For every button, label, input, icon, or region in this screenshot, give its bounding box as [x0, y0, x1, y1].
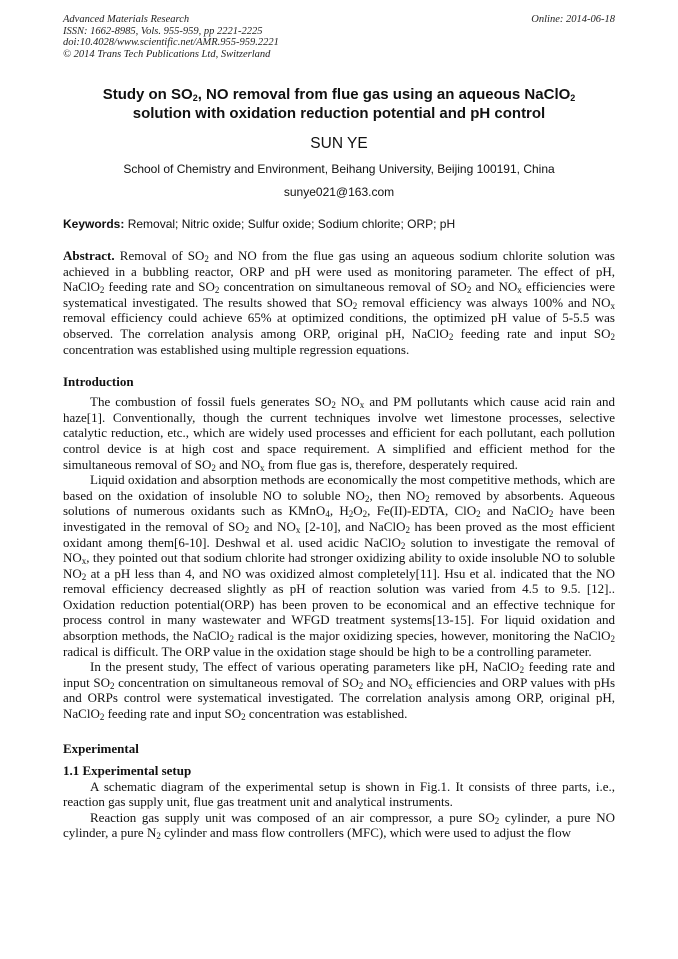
issn-line: ISSN: 1662-8985, Vols. 955-959, pp 2221-2225 — [63, 25, 263, 37]
author-name: SUN YE — [310, 135, 368, 152]
exp-paragraph-1: A schematic diagram of the experimental setup is shown in Fig.1. It consists of three parts, i.e., reaction gas supply unit, flue gas treatment unit and analytical instruments. — [63, 778, 615, 810]
paper-title: Study on $SO_2$, NO removal from flue gas using an aqueous NaClO$_2$ solution with oxidation reduction potential and pH control — [102, 86, 576, 122]
abstract — [63, 248, 615, 357]
paper-page — [63, 14, 615, 841]
journal-header — [63, 14, 615, 60]
keywords-label: Keywords: — [63, 217, 125, 231]
intro-paragraph-2: Liquid oxidation and absorption methods are economically the most competitive methods, which are based on the oxidation of insoluble NO to soluble $NO_2$, then $NO_2$ removed by absorbents. Aqueous solutions of numerous oxidants such as KMnO$_4$, $H_2O_2$, Fe(II)-EDTA, ClO$_2$ and NaClO$_2$ have been investigated in the removal of $SO_2$ and $NO_x$ [2-10], and NaClO$_2$ has been proved as the most efficient oxidant among them[6-10]. Deshwal et al. used acidic NaClO$_2$ solution to investigate the removal of $NO_x$, they pointed out that sodium chlorite had stronger oxidizing ability to oxide insoluble NO to soluble $NO_2$ at a pH less than 4, and NO was oxidized almost completely[11]. Hsu et al. indicated that the NO removal efficiency decreased slightly as pH of reaction solution was varied from 4.5 to 9.5. [12].. Oxidation reduction potential(ORP) has been proven to be economical and an effective technique for process control in many wastewater and WFGD treatment systems[13-15]. For liquid oxidation and absorption methods, the NaClO$_2$ radical is the major oxidizing species, however, monitoring the NaClO$_2$ radical is difficult. The ORP value in the oxidation stage should be high to be a controlling parameter. — [63, 472, 616, 659]
online-date: Online: 2014-06-18 — [531, 14, 615, 25]
author-email[interactable]: sunye021@163.com — [283, 185, 395, 199]
abstract-text: Removal of $SO_2$ and NO from the flue gas using an aqueous sodium chlorite solution was achieved in a bubbling reactor, ORP and pH were used as monitoring parameter. The effect of pH, NaClO$_2$ feeding rate and $SO_2$ concentration on simultaneous removal of $SO_2$ and $NO_x$ efficiencies were systematical investigated. The results showed that $SO_2$ removal efficiency was always 100% and $NO_x$ removal efficiency could achieve 65% at optimized conditions, the optimized pH value of 5-5.5 was observed. The correlation analysis among ORP, original pH, NaClO$_2$ feeding rate and input $SO_2$ concentration was established using multiple regression equations. — [63, 248, 616, 357]
intro-paragraph-1: The combustion of fossil fuels generates $SO_2$ $NO_x$ and PM pollutants which cause acid rain and haze[1]. Conventionally, though the current techniques involve wet limestone processes, selective catalytic reduction, etc., which are widely used processes and efficient for each pollutant, each pollution control device is at high cost and space requirement. A simplified and efficient method for the simultaneous removal of $SO_2$ and $NO_x$ from flue gas is, therefore, desperately required. — [63, 394, 616, 473]
exp-paragraph-2: Reaction gas supply unit was composed of an air compressor, a pure $SO_2$ cylinder, a pure NO cylinder, a pure $N_2$ cylinder and mass flow controllers (MFC), which were used to adjust the flow — [63, 809, 616, 842]
doi-line: doi:10.4028/www.scientific.net/AMR.955-959.2221 — [63, 37, 279, 48]
experimental-section — [63, 779, 615, 841]
section-heading-experimental: Experimental — [63, 740, 139, 756]
intro-paragraph-3: In the present study, The effect of various operating parameters like pH, NaClO$_2$ feeding rate and input $SO_2$ concentration on simultaneous removal of $SO_2$ and $NO_x$ efficiencies and ORP values with pHs and ORPs control were systematical investigated. The correlation analysis among ORP, original pH, NaClO$_2$ feeding rate and input $SO_2$ concentration was established. — [63, 659, 616, 723]
journal-name: Advanced Materials Research — [63, 14, 190, 25]
abstract-label: Abstract. — [63, 248, 115, 263]
introduction-section — [63, 394, 615, 721]
keywords-text: Removal; Nitric oxide; Sulfur oxide; Sodium chlorite; ORP; pH — [124, 217, 456, 231]
affiliation: School of Chemistry and Environment, Beihang University, Beijing 100191, China — [123, 162, 555, 176]
section-heading-introduction: Introduction — [63, 374, 134, 390]
keywords — [63, 217, 615, 231]
copyright-line: © 2014 Trans Tech Publications Ltd, Switzerland — [63, 48, 271, 60]
subsection-heading-setup: 1.1 Experimental setup — [63, 762, 192, 778]
